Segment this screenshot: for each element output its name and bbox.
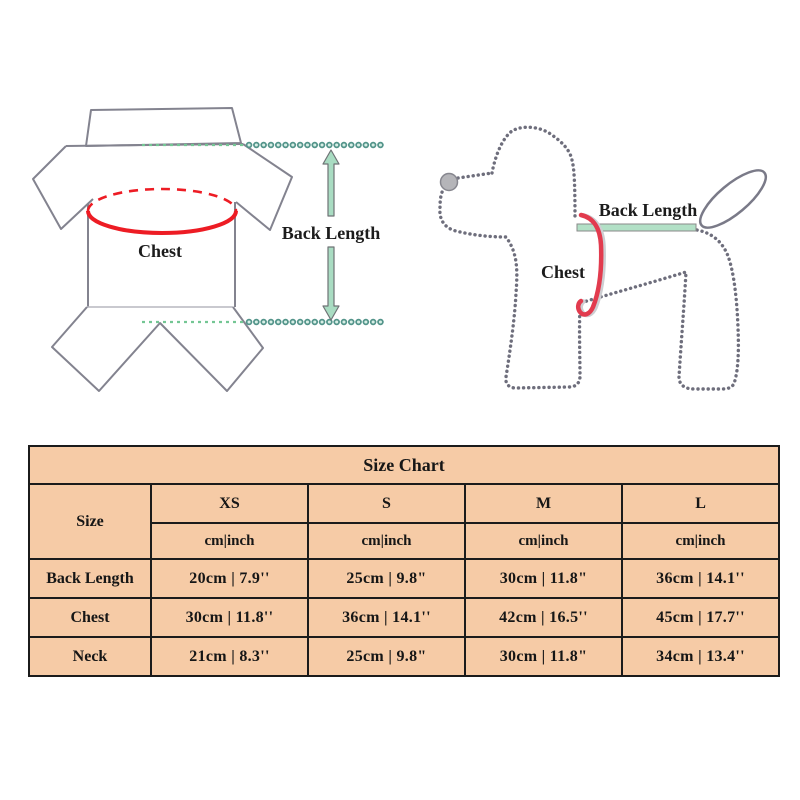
garment-chest-label: Chest xyxy=(138,241,182,261)
measurement-cell: 30cm | 11.8" xyxy=(465,559,622,598)
garment-right-sleeve xyxy=(236,144,292,230)
garment-chest-ellipse xyxy=(88,189,236,233)
unit-cell: cm|inch xyxy=(308,523,465,559)
unit-cell: cm|inch xyxy=(465,523,622,559)
measurement-cell: 42cm | 16.5'' xyxy=(465,598,622,637)
row-label: Back Length xyxy=(29,559,151,598)
measurement-cell: 34cm | 13.4'' xyxy=(622,637,779,676)
dog-nose xyxy=(441,174,458,191)
dog-chest-label: Chest xyxy=(541,262,585,282)
measurement-cell: 25cm | 9.8" xyxy=(308,559,465,598)
measurement-cell: 30cm | 11.8'' xyxy=(151,598,308,637)
chest-ellipse-solid-bottom xyxy=(88,211,236,233)
size-col-header-m: M xyxy=(465,484,622,523)
table-row-back-length xyxy=(29,559,779,598)
size-col-header-s: S xyxy=(308,484,465,523)
row-label: Chest xyxy=(29,598,151,637)
garment-collar xyxy=(86,108,241,146)
dog-muzzle-top xyxy=(458,173,492,178)
table-title-row xyxy=(29,446,779,484)
table-title: Size Chart xyxy=(29,446,779,484)
unit-cell: cm|inch xyxy=(151,523,308,559)
measurement-cell: 21cm | 8.3'' xyxy=(151,637,308,676)
measurement-cell: 45cm | 17.7'' xyxy=(622,598,779,637)
size-col-header-l: L xyxy=(622,484,779,523)
size-col-header-xs: XS xyxy=(151,484,308,523)
row-label: Neck xyxy=(29,637,151,676)
dog-tail xyxy=(692,162,773,237)
size-chart-table-container xyxy=(28,445,780,677)
measurement-cell: 36cm | 14.1'' xyxy=(308,598,465,637)
measurement-cell: 30cm | 11.8" xyxy=(465,637,622,676)
corner-label-cell: Size xyxy=(29,484,151,559)
table-row-neck xyxy=(29,637,779,676)
garment-back-length-label: Back Length xyxy=(281,223,381,243)
table-row-chest xyxy=(29,598,779,637)
dog-outline xyxy=(440,127,738,389)
table-size-header-row xyxy=(29,484,779,523)
measurement-cell: 36cm | 14.1'' xyxy=(622,559,779,598)
chest-ellipse-dashed-top xyxy=(88,189,236,211)
measurement-cell: 25cm | 9.8" xyxy=(308,637,465,676)
garment-leg-flaps xyxy=(52,307,263,391)
garment-left-sleeve xyxy=(33,146,93,229)
size-chart-table xyxy=(28,445,780,677)
measurement-cell: 20cm | 7.9'' xyxy=(151,559,308,598)
dog-head-and-neck xyxy=(492,127,575,218)
dog-back-length-label: Back Length xyxy=(598,200,698,220)
arrow-up-icon xyxy=(323,150,339,216)
arrow-down-icon xyxy=(323,247,339,320)
unit-cell: cm|inch xyxy=(622,523,779,559)
